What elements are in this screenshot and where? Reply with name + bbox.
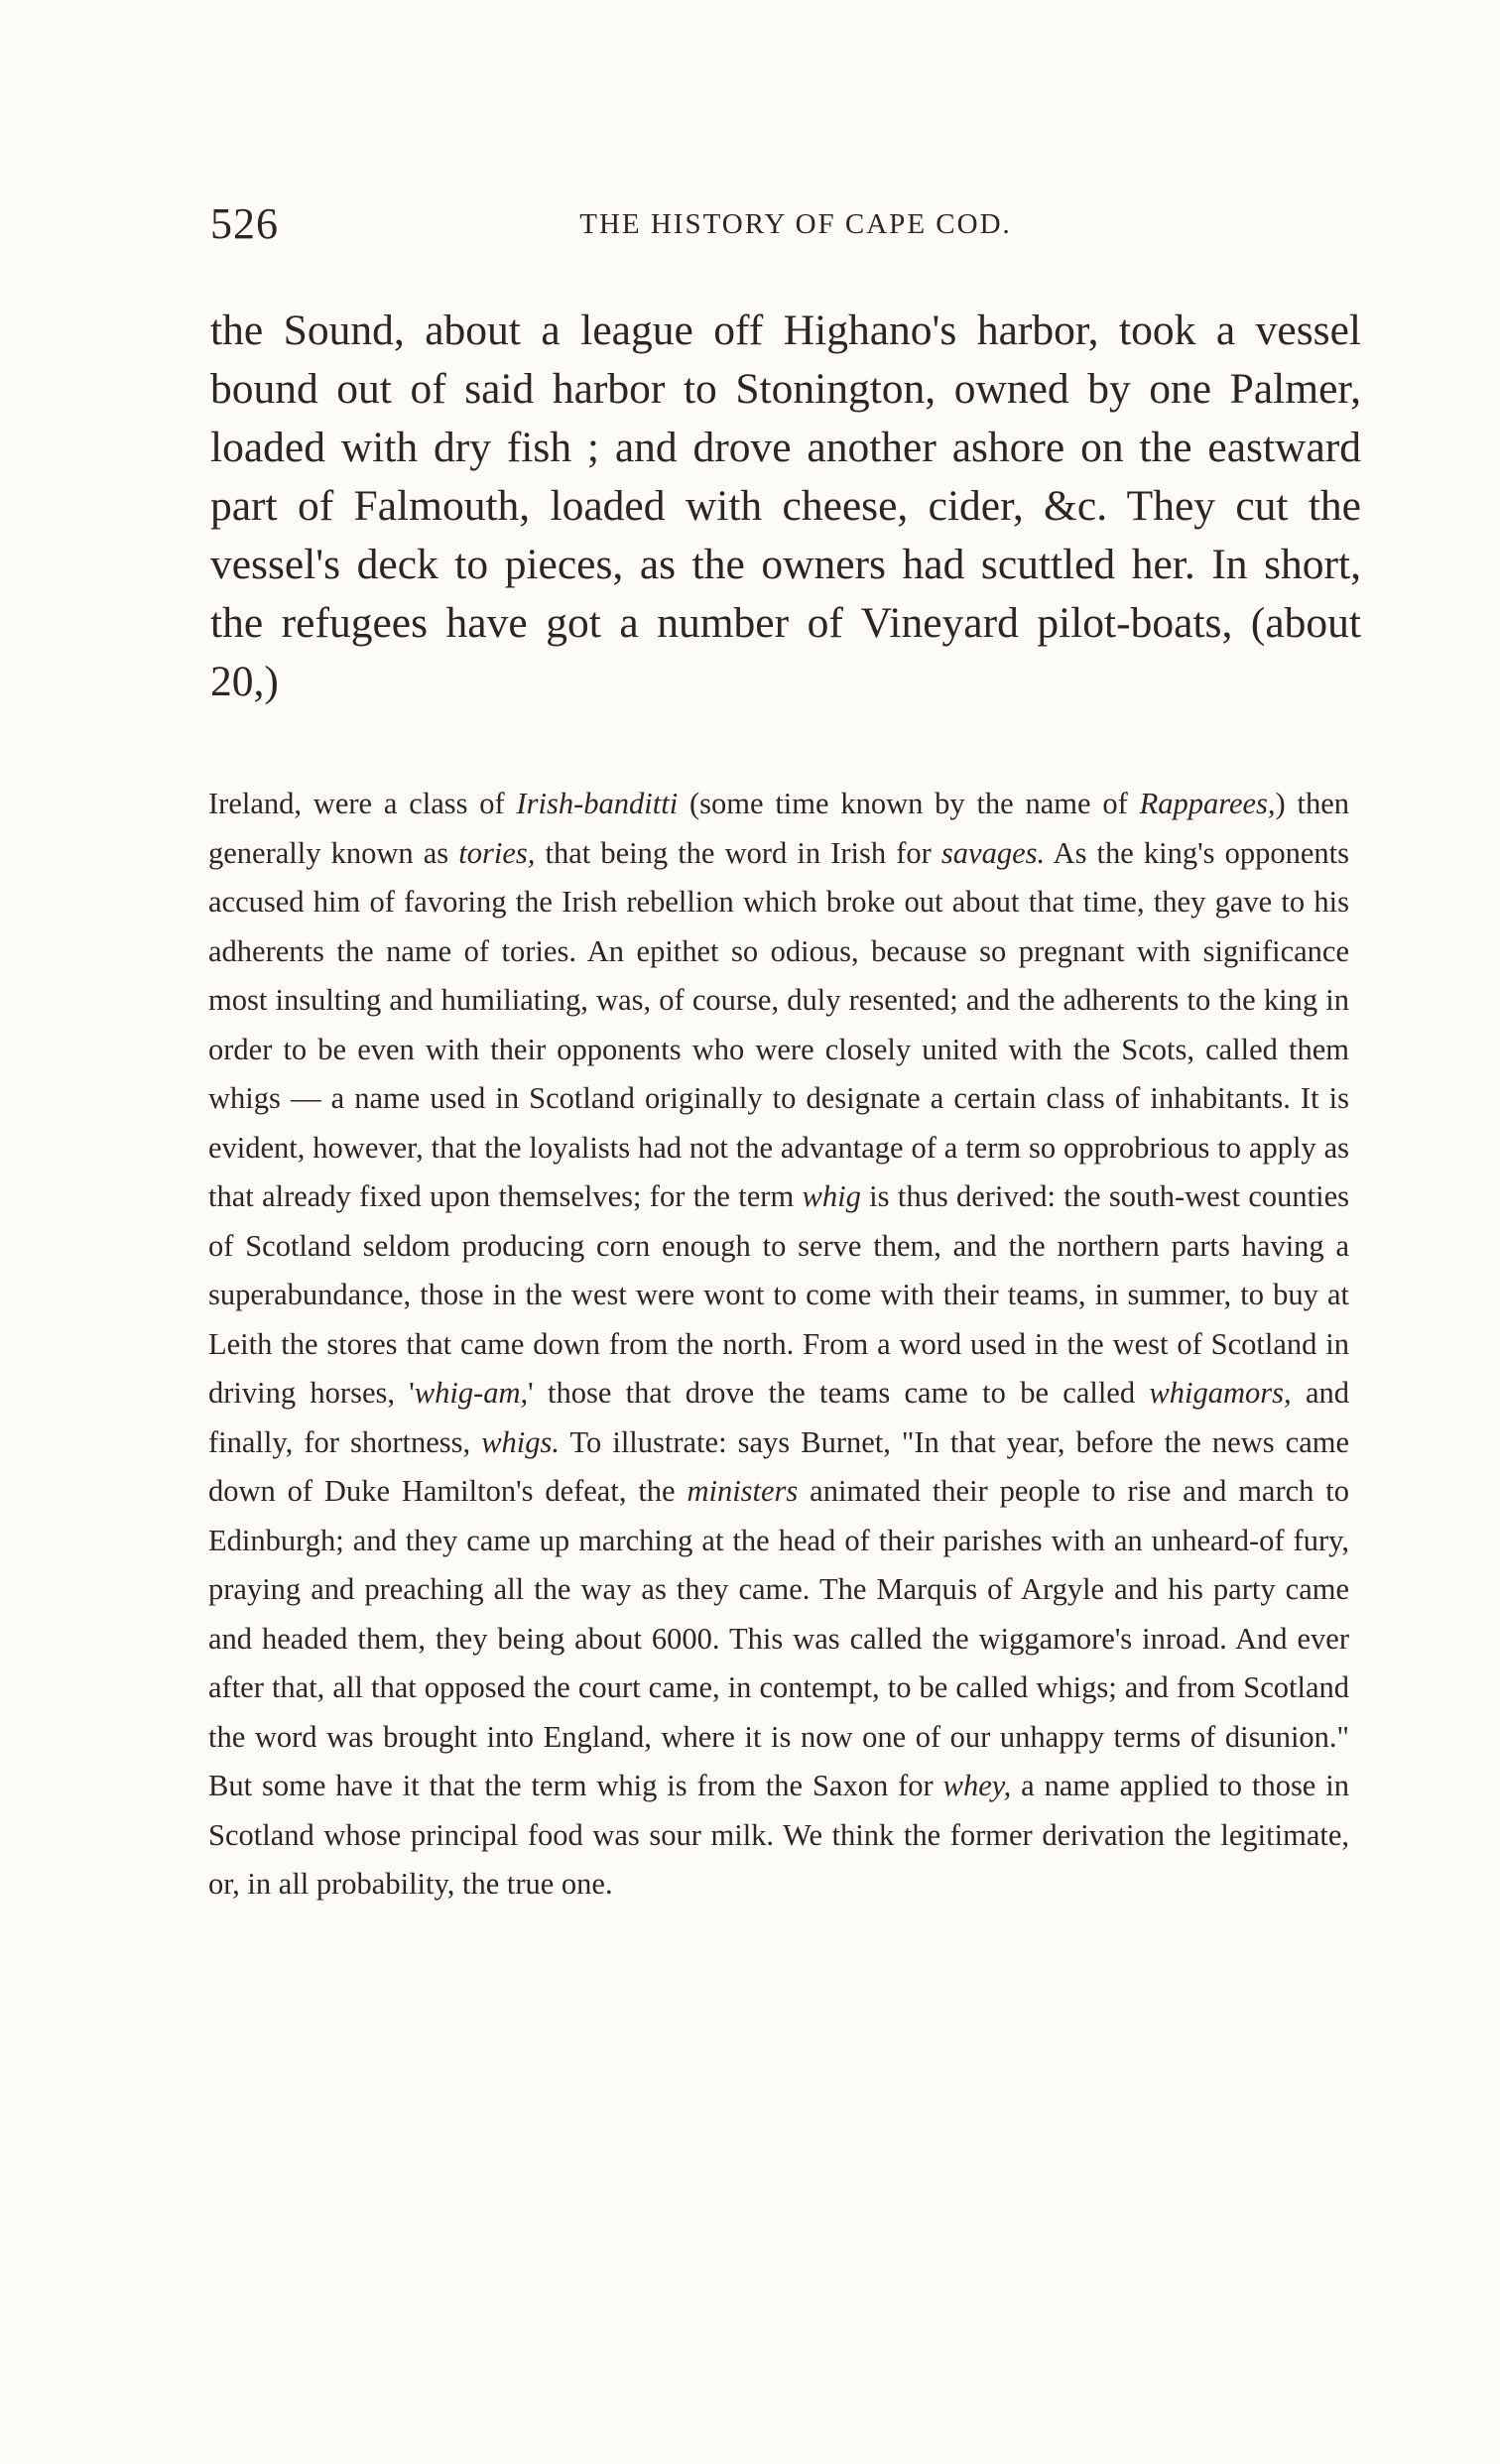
running-head xyxy=(210,198,1341,258)
running-title: THE HISTORY OF CAPE COD. xyxy=(579,208,1012,240)
footnote-text: (some time known by the name of xyxy=(678,787,1140,820)
footnote-text: animated their people to rise and march to Edinburgh; and they came up marching at the head of their parishes with an unheard-of fury, praying and preaching all the way as they came. The Marquis of Argyle and his party came and headed them, they being about 6000. This was called the wiggamore's inroad. And ever after that, all that opposed the court came, in contempt, to be called whigs; and from Scotland the word was brought into England, where it is now one of our unhappy terms of disunion." But some have it that the term whig is from the Saxon for xyxy=(208,1474,1349,1802)
footnote-text: a name applied to those in Scotland whose principal food was sour milk. We think the former derivation the legitimate, or, in all probability, the true one. xyxy=(208,1769,1349,1901)
footnote-italic: savages. xyxy=(940,835,1046,870)
footnote-italic: Irish-banditti xyxy=(516,787,679,820)
footnote-text: is thus derived: the south-west counties of Scotland seldom producing corn enough to serve them, and the northern parts having a superabundance, those in the west were wont to come with their teams, in summer, to buy at Leith the stores that came down from the north. From a word used in the west of Scotland in driving horses, ' xyxy=(208,1179,1350,1410)
footnote-text: Ireland, were a class of xyxy=(208,787,517,820)
footnote-text: and finally, for shortness, xyxy=(208,1376,1349,1459)
footnote-italic: whig-am, xyxy=(414,1376,529,1410)
body-paragraph: the Sound, about a league off Highano's harbor, took a vessel bound out of said harbor to Stonington, owned by one Palmer, loaded with dry fish ; and drove another ashore on the eastward part of Falmouth, loaded with cheese, cider, &c. They cut the vessel's deck to pieces, as the owners had scuttled her. In short, the refugees have got a number of Vineyard pilot-boats, (about 20,) xyxy=(210,307,1361,705)
footnote-text: that being the word in Irish for xyxy=(535,835,941,870)
footnote-italic: Rapparees, xyxy=(1139,787,1276,820)
footnote-text: To illustrate: says Burnet, "In that year, before the news came down of Duke Hamilton's defeat, the xyxy=(208,1424,1350,1508)
footnote-text: ' those that drove the teams came to be called xyxy=(528,1376,1150,1410)
footnote xyxy=(208,780,1349,1910)
footnote-italic: tories, xyxy=(458,835,536,870)
footnote-italic: whey, xyxy=(942,1769,1012,1802)
footnote-text: ) then generally known as xyxy=(208,787,1350,870)
page-number: 526 xyxy=(210,199,279,248)
footnote-italic: ministers xyxy=(687,1474,799,1508)
footnote-italic: whigs. xyxy=(481,1424,561,1459)
footnote-italic: whig xyxy=(802,1179,861,1213)
footnote-italic: whigamors, xyxy=(1149,1376,1292,1410)
footnote-text: As the king's opponents accused him of favoring the Irish rebellion which broke out about that time, they gave to his adherents the name of tories. An epithet so odious, because so pregnant with significance most insulting and humiliating, was, of course, duly resented; and the adherents to the king in order to be even with their opponents who were closely united with the Scots, called them whigs — a name used in Scotland originally to designate a certain class of inhabitants. It is evident, however, that the loyalists had not the advantage of a term so opprobrious to apply as that already fixed upon themselves; for the term xyxy=(208,835,1350,1213)
